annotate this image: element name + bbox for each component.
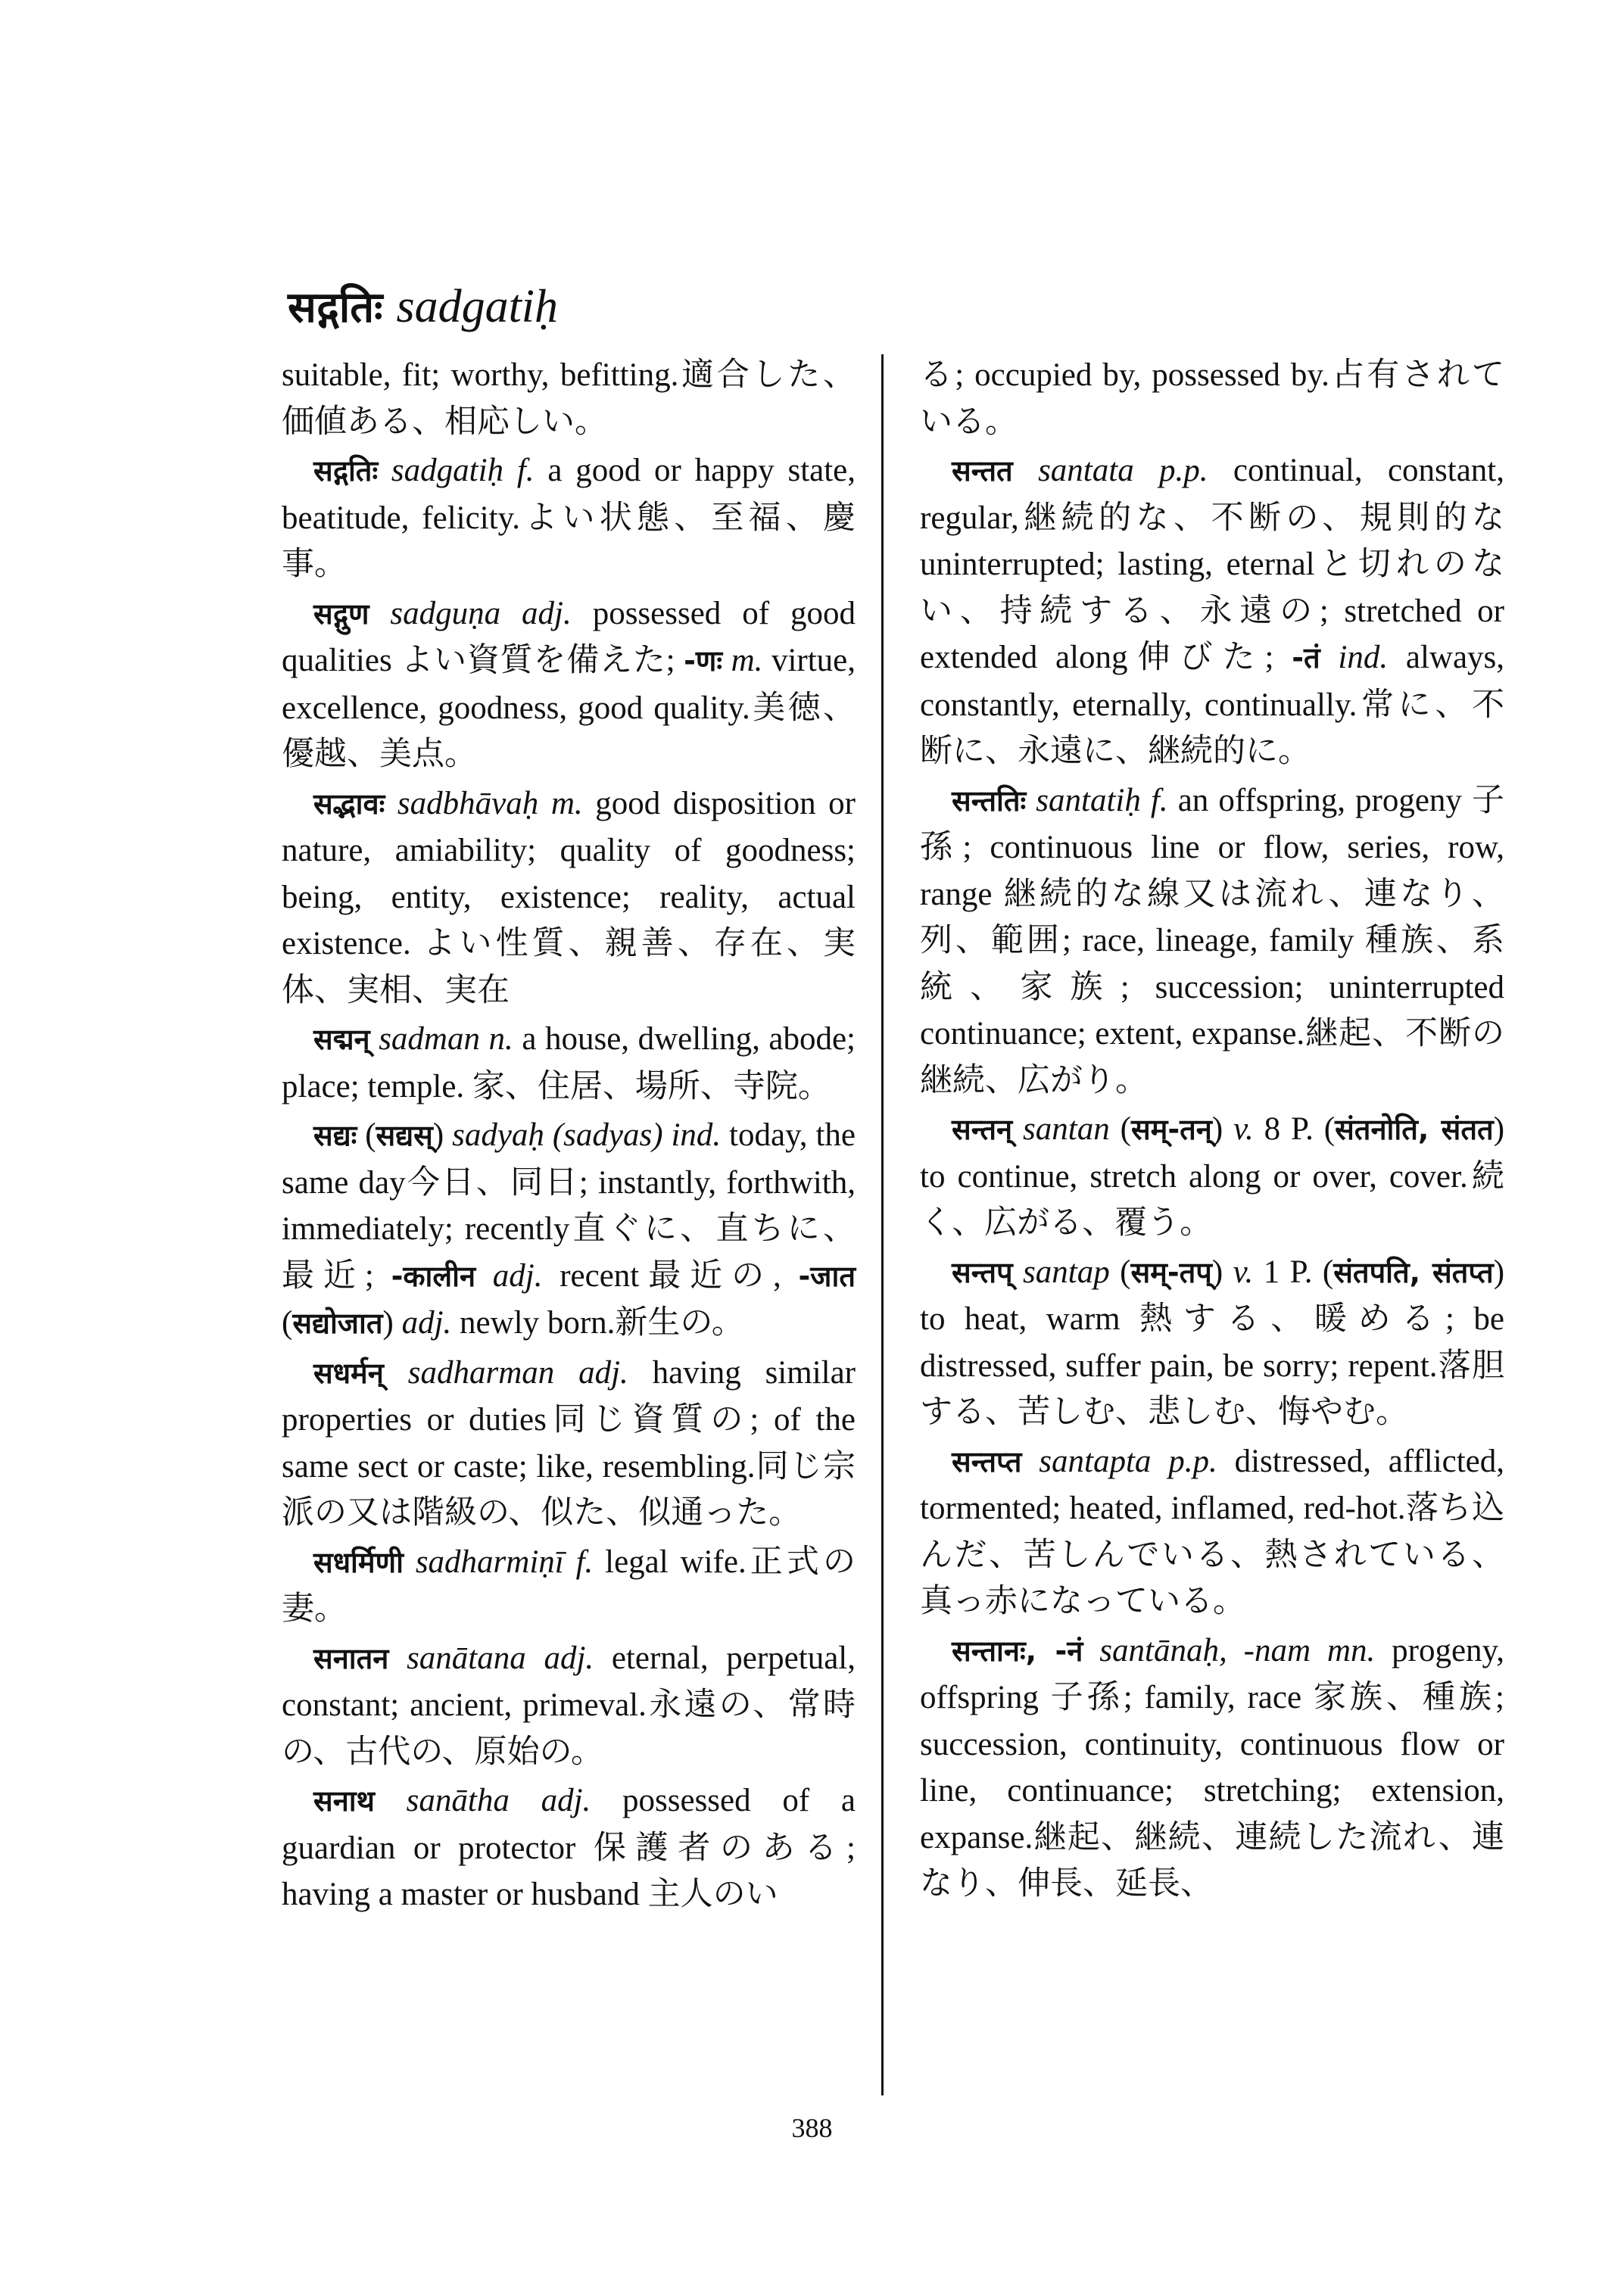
definition-text: a good or happy state, beatitude, felicity.よい状態、至福、慶事。: [282, 453, 856, 582]
transliteration: sadharmiṇī f.: [415, 1544, 594, 1580]
devanagari-term: सन्तानः, -नं: [952, 1634, 1083, 1668]
devanagari-term: संतनोति, संतत: [1335, 1113, 1494, 1146]
definition-text: ) to heat, warm 熱する、暖める; be distressed, suffer pain, be sorry; repent.落胆する、苦しむ、悲しむ、悔やむ。: [920, 1254, 1505, 1430]
definition-text: (: [357, 1117, 376, 1153]
definition-text: [378, 453, 391, 488]
right-column: [920, 352, 1504, 1910]
dictionary-entry: [282, 447, 856, 588]
continued-entry: [282, 352, 856, 445]
devanagari-term: सद्गुण: [313, 597, 369, 631]
devanagari-term: सधर्मन्: [313, 1356, 384, 1390]
definition-text: [388, 1640, 407, 1676]
dictionary-entry: [920, 1628, 1504, 1908]
devanagari-term: -जात: [798, 1259, 856, 1293]
transliteration: sadguṇa adj.: [390, 595, 572, 631]
transliteration: m.: [731, 643, 763, 678]
definition-text: suitable, fit; worthy, befitting.適合した、価値ある、相応しい。: [282, 357, 856, 440]
devanagari-term: सद्मन्: [313, 1023, 370, 1056]
definition-text: [1013, 453, 1038, 488]
devanagari-term: सद्यः: [313, 1119, 357, 1152]
dictionary-entry: [282, 1539, 856, 1633]
dictionary-entry: [282, 1635, 856, 1776]
devanagari-term: सद्यस्: [376, 1119, 433, 1152]
definition-text: [1026, 783, 1036, 818]
devanagari-term: सधर्मिणी: [313, 1545, 404, 1579]
devanagari-term: सनातन: [313, 1641, 389, 1675]
transliteration: santānaḥ, -nam mn.: [1099, 1632, 1376, 1668]
dictionary-entry: [282, 1350, 856, 1537]
devanagari-term: सद्भावः: [313, 787, 385, 821]
devanagari-term: सम्-तन्: [1130, 1113, 1212, 1146]
definition-text: (: [1109, 1254, 1131, 1290]
definition-text: ): [382, 1305, 402, 1341]
definition-text: [375, 1783, 407, 1818]
devanagari-term: -णः: [684, 644, 723, 678]
transliteration: adj.: [492, 1257, 543, 1294]
transliteration: adj.: [401, 1305, 452, 1341]
definition-text: newly born.新生の。: [451, 1305, 744, 1341]
transliteration: v.: [1233, 1254, 1254, 1290]
devanagari-term: -तं: [1292, 641, 1320, 675]
definition-text: (: [1109, 1111, 1131, 1147]
column-divider: [881, 354, 884, 2095]
dictionary-entry: [920, 447, 1504, 775]
devanagari-term: सन्ततिः: [952, 784, 1027, 818]
devanagari-term: -कालीन: [391, 1259, 476, 1293]
devanagari-term: सन्तन्: [952, 1113, 1013, 1146]
devanagari-term: सम्-तप्: [1130, 1255, 1212, 1289]
definition-text: progeny, offspring 子孫; family, race 家族、種族; succession, continuity, continuous flow or line, continuance; stretching; extension, expanse.継起、継続、連続した流れ、連なり、伸長、延長、: [920, 1632, 1505, 1902]
dictionary-entry: [282, 1777, 856, 1918]
dictionary-entry: [282, 590, 856, 778]
definition-text: [1320, 640, 1339, 675]
continued-entry: [920, 352, 1504, 445]
left-column: [282, 352, 856, 1921]
definition-text: ): [432, 1117, 453, 1153]
definition-text: distressed, afflicted, tormented; heated, inflamed, red-hot.落ち込んだ、苦しんでいる、熱されている、真っ赤になっている。: [920, 1443, 1505, 1619]
definition-text: having similar properties or duties同じ資質の; of the same sect or caste; like, resembling.同じ宗派の又は階級の、似た、似通った。: [282, 1354, 856, 1531]
transliteration: sadbhāvaḥ m.: [397, 785, 583, 821]
devanagari-term: सन्तप्: [952, 1255, 1013, 1289]
definition-text: ) to continue, stretch along or over, cover.続く、広がる、覆う。: [920, 1111, 1505, 1241]
devanagari-term: सन्तत: [952, 454, 1013, 488]
dictionary-entry: [282, 780, 856, 1014]
definition-text: [722, 643, 731, 678]
header-devanagari: सद्गतिः: [288, 283, 383, 332]
definition-text: (: [282, 1305, 293, 1341]
definition-text: [404, 1544, 416, 1580]
devanagari-term: सन्तप्त: [952, 1444, 1022, 1478]
transliteration: santan: [1023, 1111, 1110, 1147]
definition-text: [475, 1258, 493, 1294]
devanagari-term: सद्गतिः: [313, 454, 379, 488]
transliteration: v.: [1233, 1111, 1254, 1147]
dictionary-entry: [920, 1438, 1504, 1625]
definition-text: [1083, 1633, 1099, 1668]
dictionary-entry: [920, 1249, 1504, 1436]
definition-text: る; occupied by, possessed by.占有されている。: [920, 357, 1504, 440]
definition-text: [1013, 1254, 1023, 1290]
definition-text: [385, 786, 397, 821]
definition-text: ): [1211, 1254, 1233, 1290]
transliteration: sadgatiḥ f.: [391, 453, 535, 488]
definition-text: recent最近の,: [542, 1257, 799, 1294]
definition-text: possessed of a guardian or protector 保護者のある; having a master or husband 主人のい: [282, 1783, 856, 1912]
transliteration: sanātana adj.: [407, 1640, 594, 1676]
definition-text: [1012, 1111, 1023, 1147]
transliteration: sanātha adj.: [406, 1783, 591, 1818]
transliteration: santapta p.p.: [1039, 1443, 1217, 1479]
definition-text: eternal, perpetual, constant; ancient, primeval.永遠の、常時の、古代の、原始の。: [282, 1640, 856, 1770]
definition-text: [384, 1355, 408, 1391]
definition-text: ): [1211, 1111, 1234, 1147]
dictionary-entry: [920, 1106, 1504, 1247]
definition-text: an offspring, progeny 子孫; continuous line or flow, series, row, range 継続的な線又は流れ、連なり、列、範囲; race, lineage, family 種族、系統、家族; succession; uninterrupted continuance; extent, expanse.継起、不断の継続、広がり。: [920, 782, 1504, 1098]
definition-text: legal wife.正式の妻。: [282, 1544, 856, 1627]
definition-text: today, the same day今日、同日; instantly, forthwith, immediately; recently直ぐに、直ちに、最近;: [282, 1117, 856, 1294]
definition-text: always, constantly, eternally, continually.常に、不断に、永遠に、継続的に。: [920, 640, 1505, 769]
transliteration: sadman n.: [379, 1021, 513, 1057]
transliteration: sadharman adj.: [407, 1354, 628, 1391]
definition-text: [1021, 1444, 1039, 1479]
header-transliteration: sadgatiḥ: [396, 281, 559, 332]
dictionary-entry: [920, 777, 1504, 1104]
definition-text: 8 P. (: [1253, 1111, 1336, 1147]
dictionary-entry: [282, 1016, 856, 1110]
transliteration: santatiḥ f.: [1036, 782, 1168, 818]
dictionary-entry: [282, 1112, 856, 1347]
devanagari-term: सद्योजात: [292, 1307, 383, 1340]
devanagari-term: संतपति, संतप्त: [1333, 1255, 1494, 1289]
definition-text: [369, 596, 390, 631]
running-header: [288, 276, 558, 338]
page-number: 388: [791, 2113, 833, 2143]
devanagari-term: सनाथ: [313, 1784, 375, 1818]
definition-text: 1 P. (: [1253, 1254, 1334, 1290]
definition-text: continual, constant, regular,継続的な、不断の、規則的なuninterrupted; lasting, eternalと切れのない、持続する、永遠の; stretched or extended along伸びた;: [920, 453, 1505, 675]
transliteration: sadyaḥ (sadyas) ind.: [452, 1117, 722, 1153]
definition-text: a house, dwelling, abode; place; temple. 家、住居、場所、寺院。: [282, 1021, 856, 1104]
definition-text: possessed of good qualities よい資質を備えた;: [282, 595, 856, 678]
transliteration: ind.: [1338, 640, 1389, 675]
transliteration: santap: [1023, 1254, 1110, 1290]
definition-text: [370, 1021, 379, 1057]
definition-text: good disposition or nature, amiability; quality of goodness; being, entity, existence; reality, actual existence. よい性質、親善、存在、実体、実相、実在: [282, 785, 856, 1008]
definition-text: virtue, excellence, goodness, good quality.美徳、優越、美点。: [282, 643, 856, 772]
transliteration: santata p.p.: [1038, 453, 1208, 488]
